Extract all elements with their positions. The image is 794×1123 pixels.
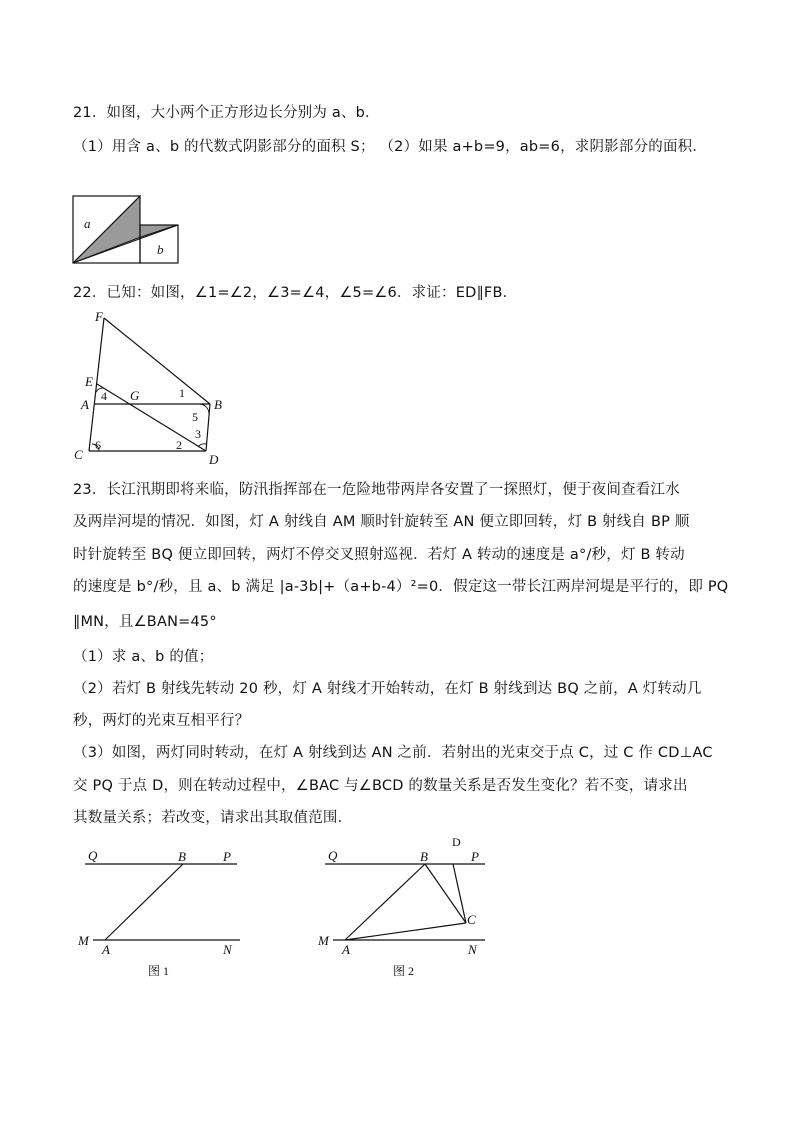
q22-label-B: B xyxy=(214,397,222,412)
q23-line9: （3）如图，两灯同时转动，在灯 A 射线到达 AN 之前．若射出的光束交于点 C，过 C 作 CD⊥AC xyxy=(73,745,713,761)
q23-line8: 秒，两灯的光束互相平行？ xyxy=(73,713,250,729)
fig1-label-N: N xyxy=(223,942,232,957)
q22-figure xyxy=(72,308,232,468)
q23-line11: 其数量关系；若改变，请求出其取值范围． xyxy=(73,810,353,826)
fig2-label-M: M xyxy=(318,933,329,948)
q23-line6: （1）求 a、b 的值； xyxy=(73,649,214,665)
q22-label-A: A xyxy=(81,397,89,412)
q22-angle-3: 3 xyxy=(195,427,201,441)
q22-line-ED xyxy=(97,384,206,451)
fig1-label-M: M xyxy=(78,933,89,948)
q21-figure xyxy=(72,193,184,265)
q23-line1: 23．长江汛期即将来临，防汛指挥部在一危险地带两岸各安置了一探照灯，便于夜间查看江水 xyxy=(73,482,680,498)
fig2-line-AB xyxy=(345,864,425,940)
fig1-label-A: A xyxy=(102,942,110,957)
q23-line7: （2）若灯 B 射线先转动 20 秒，灯 A 射线才开始转动，在灯 B 射线到达 BQ 之前，A 灯转动几 xyxy=(73,681,702,697)
q22-line-FB xyxy=(104,318,210,404)
fig2-caption: 图 2 xyxy=(393,964,415,978)
fig2-label-D: D xyxy=(452,835,461,849)
q22-angle-1: 1 xyxy=(179,386,185,400)
fig2-label-A: A xyxy=(342,942,350,957)
q23-line3: 时针旋转至 BQ 便立即回转，两灯不停交叉照射巡视．若灯 A 转动的速度是 a°/秒，灯 B 转动 xyxy=(73,547,685,563)
q22-line1: 22．已知：如图，∠1=∠2，∠3=∠4，∠5=∠6．求证：ED∥FB． xyxy=(73,285,518,301)
q22-arc-5 xyxy=(200,404,209,414)
q23-line2: 及两岸河堤的情况．如图，灯 A 射线自 AM 顺时针旋转至 AN 便立即回转，灯 B 射线自 BP 顺 xyxy=(73,514,690,530)
fig1-label-Q: Q xyxy=(88,848,98,863)
q21-label-b: b xyxy=(157,242,164,257)
fig2-label-B: B xyxy=(420,849,428,864)
q21-line1: 21．如图，大小两个正方形边长分别为 a、b． xyxy=(73,105,380,121)
q23-figure-2 xyxy=(315,830,500,985)
q22-label-E: E xyxy=(85,374,93,389)
q23-line4: 的速度是 b°/秒，且 a、b 满足 |a-3b|+（a+b-4）²=0．假定这一带长江两岸河堤是平行的，即 PQ xyxy=(73,579,729,595)
q22-label-D: D xyxy=(209,452,219,467)
q22-angle-6: 6 xyxy=(95,438,101,452)
q22-angle-2: 2 xyxy=(176,438,182,452)
q23-figure-1 xyxy=(75,845,250,985)
q22-label-G: G xyxy=(130,388,140,403)
fig2-label-Q: Q xyxy=(328,848,338,863)
fig2-line-AC xyxy=(345,923,466,940)
fig1-caption: 图 1 xyxy=(148,964,170,978)
q22-line-BD xyxy=(206,404,210,451)
q22-label-C: C xyxy=(74,447,83,462)
q23-line10: 交 PQ 于点 D，则在转动过程中，∠BAC 与∠BCD 的数量关系是否发生变化？若不变，请求出 xyxy=(73,778,688,794)
fig1-label-B: B xyxy=(178,849,186,864)
q21-label-a: a xyxy=(84,216,91,231)
fig1-label-P: P xyxy=(223,849,231,864)
fig1-line-AB xyxy=(105,864,183,940)
fig2-label-N: N xyxy=(468,942,477,957)
q23-line5: ∥MN，且∠BAN=45° xyxy=(73,614,217,630)
q22-angle-4: 4 xyxy=(101,389,107,403)
fig2-label-C: C xyxy=(467,912,476,927)
q22-label-F: F xyxy=(95,309,103,324)
q21-line2: （1）用含 a、b 的代数式阴影部分的面积 S； （2）如果 a+b=9，ab=6，求阴影部分的面积． xyxy=(73,139,708,155)
fig2-label-P: P xyxy=(471,849,479,864)
q22-angle-5: 5 xyxy=(192,410,198,424)
